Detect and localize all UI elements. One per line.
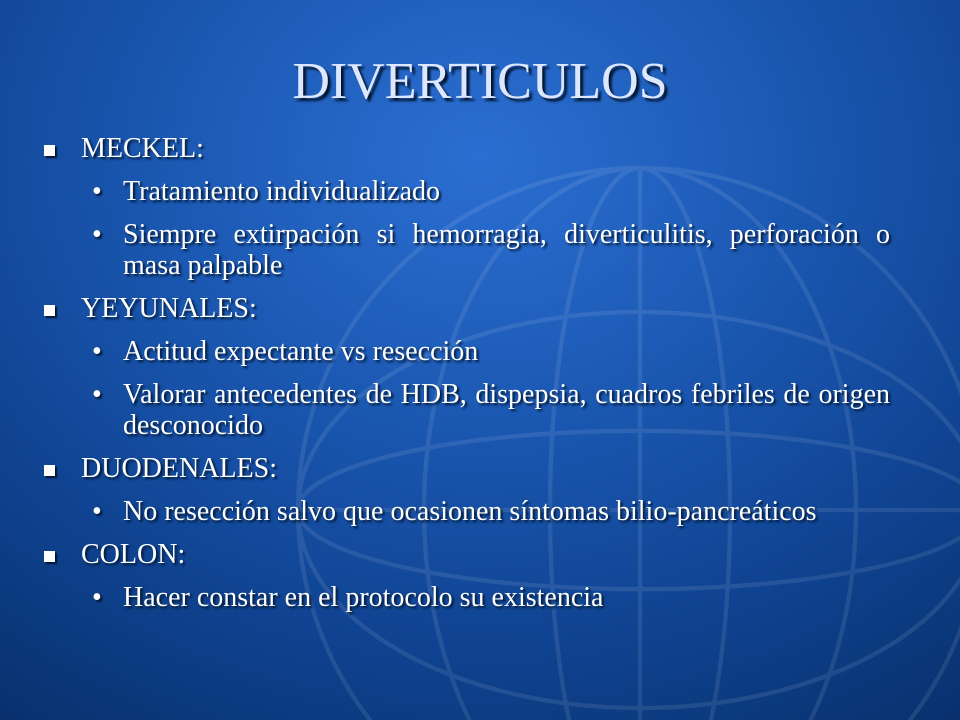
section-heading [42, 293, 890, 325]
list-item [42, 336, 890, 367]
section-heading [42, 453, 890, 485]
dot-bullet-icon: • [92, 582, 102, 613]
slide-content [42, 133, 890, 625]
list-item-text: No resección salvo que ocasionen síntomas bilio-pancreáticos [123, 496, 817, 527]
dot-bullet-icon: • [92, 219, 102, 250]
section-meckel [42, 133, 890, 281]
list-item [42, 582, 890, 613]
section-duodenales [42, 453, 890, 527]
square-bullet-icon [44, 145, 55, 156]
dot-bullet-icon: • [92, 176, 102, 207]
list-item-text: Actitud expectante vs resección [123, 336, 479, 367]
list-item-text: Hacer constar en el protocolo su existencia [123, 582, 604, 613]
section-heading [42, 133, 890, 165]
section-yeyunales [42, 293, 890, 441]
section-heading-text: MECKEL: [81, 133, 204, 164]
list-item [42, 176, 890, 207]
dot-bullet-icon: • [92, 496, 102, 527]
slide-title: DIVERTICULOS [292, 53, 668, 110]
dot-bullet-icon: • [92, 379, 102, 410]
section-heading-text: COLON: [81, 539, 186, 570]
list-item-text: Tratamiento individualizado [123, 176, 441, 207]
dot-bullet-icon: • [92, 336, 102, 367]
list-item [42, 379, 890, 441]
square-bullet-icon [44, 465, 55, 476]
section-heading-text: YEYUNALES: [81, 293, 257, 324]
section-colon [42, 539, 890, 613]
list-item-text: Valorar antecedentes de HDB, dispepsia, cuadros febriles de origen desconocido [123, 379, 890, 441]
square-bullet-icon [44, 551, 55, 562]
square-bullet-icon [44, 305, 55, 316]
list-item-text: Siempre extirpación si hemorragia, diverticulitis, perforación o masa palpable [123, 219, 890, 281]
section-heading [42, 539, 890, 571]
section-heading-text: DUODENALES: [81, 453, 277, 484]
list-item [42, 496, 890, 527]
list-item [42, 219, 890, 281]
